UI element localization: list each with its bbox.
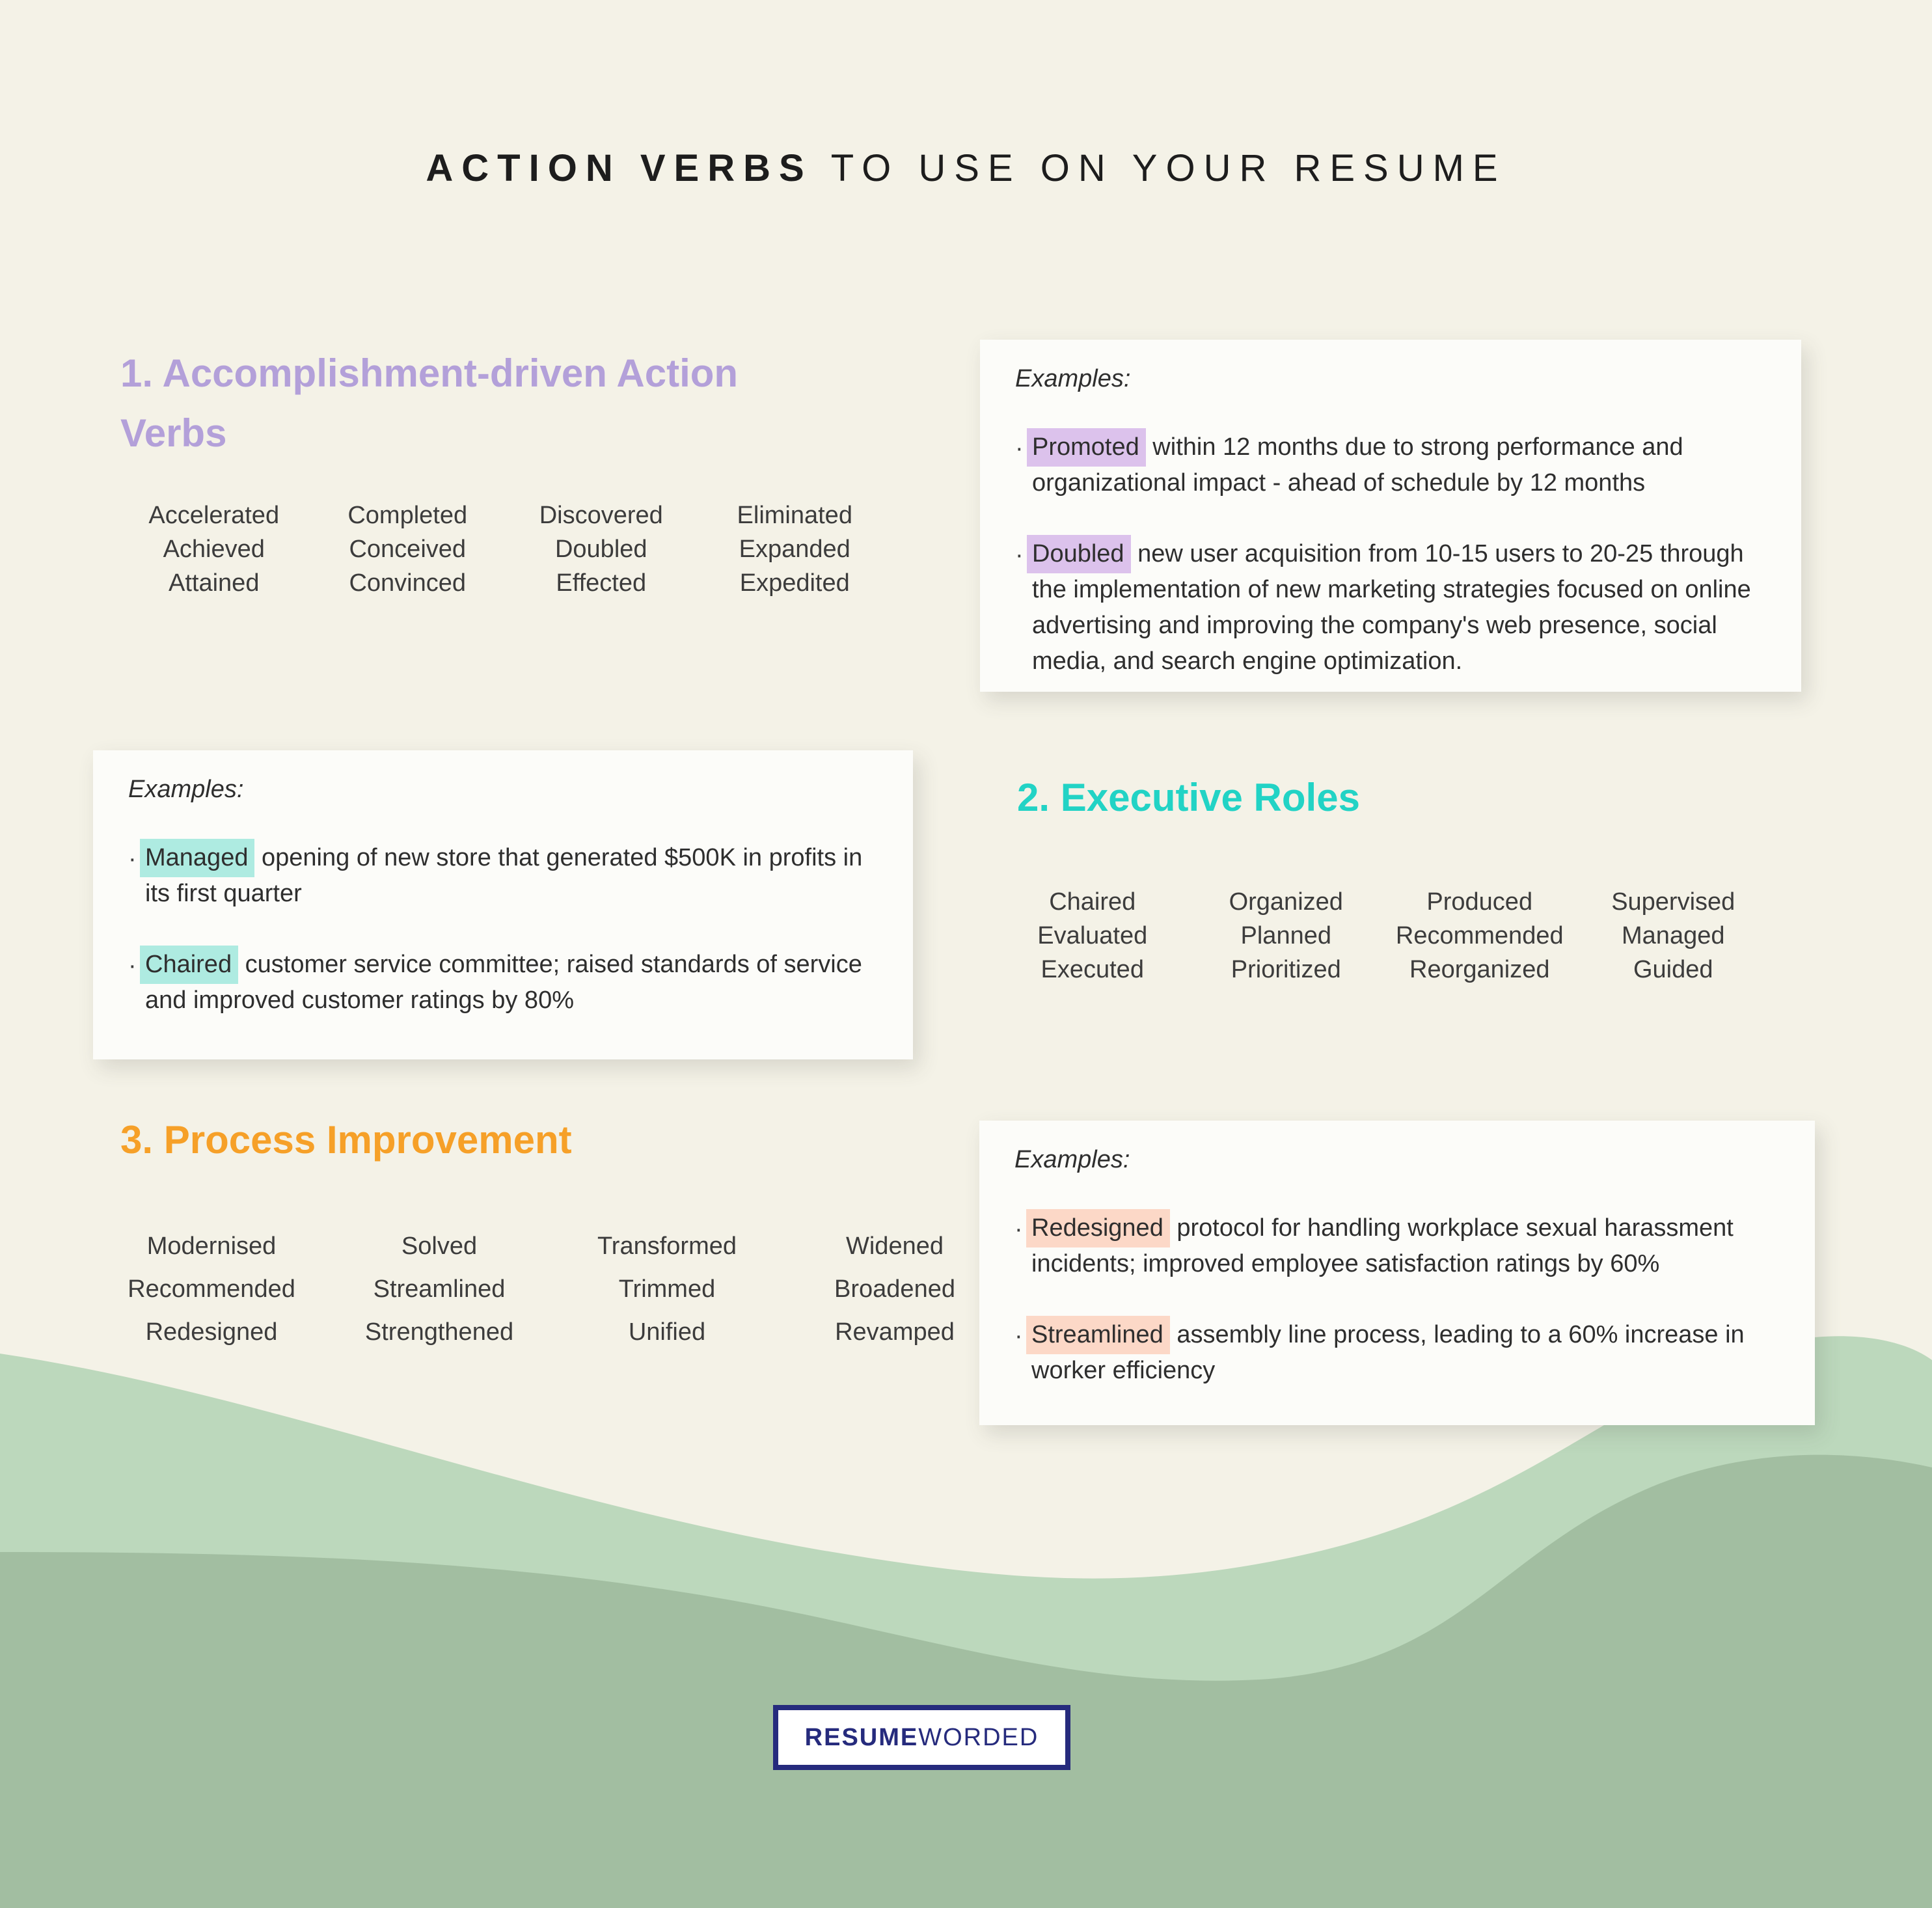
page-title-rest: TO USE ON YOUR RESUME [812,146,1506,189]
verb-word: Broadened [834,1275,955,1303]
bullet-dot: · [1015,541,1024,569]
verb-word: Doubled [554,536,647,563]
verb-word: Unified [628,1318,706,1346]
highlighted-keyword: Streamlined [1026,1316,1170,1354]
verb-word: Convinced [349,569,467,597]
section-3-heading: 3. Process Improvement [120,1118,572,1162]
section-1-word-grid [117,498,891,600]
verb-word: Planned [1240,922,1331,949]
verb-word: Effected [556,569,647,597]
page-title-bold: ACTION VERBS [426,146,813,189]
section-3-word-grid [98,1225,1009,1354]
verb-word: Redesigned [145,1318,278,1346]
verb-word: Revamped [835,1318,955,1346]
verb-word: Recommended [128,1275,295,1303]
examples-label: Examples: [128,776,244,803]
bullet-text: within 12 months due to strong performance and organizational impact - ahead of schedule by 12 months [1032,433,1683,497]
section-1-heading: 1. Accomplishment-driven Action Verbs [120,351,739,455]
bullet-text: assembly line process, leading to a 60% increase in worker efficiency [1031,1321,1745,1384]
bullet-text: new user acquisition from 10-15 users to 20-25 through the implementation of new marketing strategies focused on online advertising and improving the company's web presence, social media, and search engine optimization. [1032,540,1751,675]
bullet-dot: · [128,952,137,979]
verb-word: Widened [846,1233,944,1260]
verb-word: Achieved [163,536,265,563]
verb-word: Evaluated [1037,922,1148,949]
example-bullet [128,947,875,1018]
verb-word: Produced [1426,888,1533,916]
verb-word: Organized [1229,888,1343,916]
bullet-dot: · [1015,435,1024,462]
verb-word: Prioritized [1231,956,1341,983]
examples-card-process [979,1121,1815,1425]
bullet-text: opening of new store that generated $500K in profits in its first quarter [145,844,863,907]
example-bullet [1014,1317,1777,1389]
verb-word: Streamlined [373,1275,506,1303]
page-title [0,146,1932,190]
verb-word: Discovered [539,502,663,529]
verb-word: Trimmed [618,1275,716,1303]
bullet-dot: · [1014,1216,1023,1243]
section-2-word-grid [996,885,1770,987]
highlighted-keyword: Chaired [140,946,238,984]
verb-word: Transformed [597,1233,737,1260]
highlighted-keyword: Redesigned [1026,1209,1170,1247]
verb-word: Conceived [349,536,467,563]
verb-word: Executed [1041,956,1144,983]
highlighted-keyword: Doubled [1027,535,1131,573]
highlighted-keyword: Promoted [1027,428,1146,467]
verb-word: Modernised [146,1233,277,1260]
example-bullet [1014,1210,1777,1282]
example-bullet [1015,429,1763,501]
examples-label: Examples: [1014,1146,1130,1173]
bullet-dot: · [128,845,137,873]
resume-worded-logo [773,1705,1070,1770]
section-2-heading: 2. Executive Roles [1017,776,1360,819]
example-bullet [1015,536,1763,679]
bullet-dot: · [1014,1322,1023,1350]
highlighted-keyword: Managed [140,839,254,877]
verb-word: Eliminated [737,502,852,529]
examples-card-accomplishment [980,340,1801,692]
examples-card-executive [93,750,913,1059]
verb-word: Expedited [739,569,850,597]
example-bullet [128,840,875,912]
verb-word: Managed [1622,922,1725,949]
verb-word: Attained [169,569,260,597]
verb-word: Chaired [1049,888,1136,916]
verb-word: Completed [347,502,468,529]
examples-label: Examples: [1015,365,1131,392]
verb-word: Expanded [739,536,850,563]
verb-word: Reorganized [1409,956,1550,983]
bullet-text: customer service committee; raised standards of service and improved customer ratings by 80% [145,951,862,1014]
bullet-text: protocol for handling workplace sexual harassment incidents; improved employee satisfaction ratings by 60% [1031,1214,1734,1277]
logo-text-bold: RESUME [804,1723,919,1751]
verb-word: Solved [401,1233,478,1260]
verb-word: Accelerated [148,502,280,529]
verb-word: Supervised [1611,888,1735,916]
verb-word: Strengthened [364,1318,514,1346]
verb-word: Recommended [1395,922,1564,949]
logo-text-regular: WORDED [918,1723,1039,1751]
verb-word: Guided [1633,956,1713,983]
